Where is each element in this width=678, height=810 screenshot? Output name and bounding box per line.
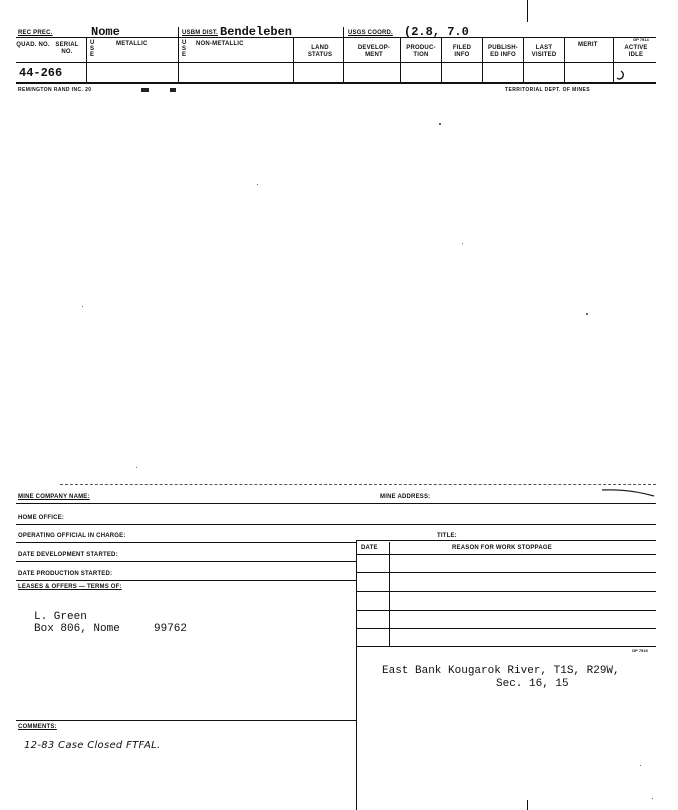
header-metallic: METALLIC bbox=[116, 41, 148, 47]
vline-e bbox=[400, 37, 401, 82]
header-development: DEVELOP-MENT bbox=[357, 45, 391, 58]
scan-speck bbox=[640, 765, 641, 766]
vline-g bbox=[482, 37, 483, 82]
date-development-label: DATE DEVELOPMENT STARTED: bbox=[18, 552, 118, 558]
footer-right: TERRITORIAL DEPT. OF MINES bbox=[505, 87, 590, 93]
form-number-top: GP 7914 bbox=[633, 37, 649, 42]
usbm-dist-label: USBM DIST. bbox=[182, 30, 219, 36]
rule-comments-top bbox=[16, 720, 356, 721]
rule-stoppage-1 bbox=[356, 572, 656, 573]
header-production: PRODUC-TION bbox=[406, 45, 436, 58]
quad-serial-value: 44-266 bbox=[19, 66, 63, 80]
rule-mine-company bbox=[16, 503, 656, 504]
scan-speck bbox=[586, 313, 588, 315]
footer-ink-blot bbox=[141, 88, 149, 92]
scan-speck bbox=[652, 798, 653, 799]
vline-b bbox=[178, 27, 179, 82]
vline-a bbox=[86, 37, 87, 82]
date-production-label: DATE PRODUCTION STARTED: bbox=[18, 571, 113, 577]
form-number-bottom: GP 7915 bbox=[632, 648, 648, 653]
usgs-coord-label: USGS COORD. bbox=[348, 30, 393, 36]
rule-operating-right bbox=[356, 540, 656, 541]
reason-column-label: REASON FOR WORK STOPPAGE bbox=[452, 545, 552, 551]
header-serial: SERIAL NO. bbox=[55, 42, 79, 55]
vline-c bbox=[293, 37, 294, 82]
bottom-center-divider bbox=[356, 540, 357, 810]
scan-speck bbox=[136, 467, 137, 468]
location-line-2: Sec. 16, 15 bbox=[496, 678, 569, 690]
comments-label: COMMENTS: bbox=[18, 724, 57, 730]
card-top-edge bbox=[60, 484, 656, 485]
operating-official-label: OPERATING OFFICIAL IN CHARGE: bbox=[18, 533, 126, 539]
vline-h bbox=[523, 37, 524, 82]
header-use-metallic: U S E bbox=[90, 40, 95, 58]
rule-date-production bbox=[16, 580, 356, 581]
scan-speck bbox=[82, 306, 83, 307]
rule-stoppage-head bbox=[356, 554, 656, 555]
title-label: TITLE: bbox=[437, 533, 457, 539]
header-filed-info: FILED INFO bbox=[452, 45, 472, 58]
rec-prec-value: Nome bbox=[91, 25, 120, 39]
scan-speck bbox=[462, 243, 463, 244]
home-office-label: HOME OFFICE: bbox=[18, 515, 65, 521]
bottom-stray-mark bbox=[527, 800, 528, 810]
vline-f bbox=[441, 37, 442, 82]
footer-left: REMINGTON RAND INC. 20 bbox=[18, 87, 92, 93]
rule-home-office bbox=[16, 524, 656, 525]
rule-operating-left bbox=[16, 542, 356, 543]
header-last-visited: LAST VISITED bbox=[531, 45, 557, 58]
rule-stoppage-4 bbox=[356, 628, 656, 629]
rec-prec-label: REC PREC. bbox=[18, 30, 53, 36]
usgs-coord-value: (2.8, 7.0 bbox=[404, 25, 469, 39]
mine-address-label: MINE ADDRESS: bbox=[380, 494, 431, 500]
lessee-address: Box 806, Nome bbox=[34, 623, 120, 635]
footer-ink-blot-2 bbox=[170, 88, 176, 92]
rule-date-development bbox=[16, 561, 356, 562]
header-non-metallic: NON-METALLIC bbox=[196, 41, 244, 47]
pencil-mark-icon bbox=[615, 70, 629, 82]
rule-stoppage-5 bbox=[356, 646, 656, 647]
stoppage-date-divider bbox=[389, 542, 390, 646]
lessee-name: L. Green bbox=[34, 611, 87, 623]
header-use-nonmetallic: U S E bbox=[182, 40, 187, 58]
header-quad: QUAD. NO. bbox=[16, 42, 50, 48]
comment-handwritten: 12-83 Case Closed FTFAL. bbox=[24, 740, 161, 751]
header-land-status: LAND STATUS bbox=[307, 45, 333, 58]
header-active-idle: ACTIVE IDLE bbox=[624, 45, 648, 58]
stray-vertical-mark bbox=[527, 0, 528, 22]
usbm-dist-value: Bendeleben bbox=[220, 25, 293, 39]
top-rule-2 bbox=[16, 62, 656, 63]
scan-speck bbox=[439, 123, 441, 125]
vline-i bbox=[564, 37, 565, 82]
vline-j bbox=[613, 37, 614, 82]
mine-company-label: MINE COMPANY NAME: bbox=[18, 494, 90, 500]
top-rule-3 bbox=[16, 82, 656, 84]
rule-stoppage-3 bbox=[356, 610, 656, 611]
vline-d bbox=[343, 27, 344, 82]
location-line-1: East Bank Kougarok River, T1S, R29W, bbox=[382, 665, 620, 677]
rule-stoppage-2 bbox=[356, 591, 656, 592]
scan-speck bbox=[257, 184, 258, 185]
corner-curl-mark bbox=[600, 485, 656, 499]
leases-offers-label: LEASES & OFFERS — TERMS OF: bbox=[18, 584, 122, 590]
header-published-info: PUBLISH-ED INFO bbox=[488, 45, 518, 58]
date-column-label: DATE bbox=[361, 545, 378, 551]
header-merit: MERIT bbox=[578, 42, 598, 48]
lessee-zip: 99762 bbox=[154, 623, 188, 635]
